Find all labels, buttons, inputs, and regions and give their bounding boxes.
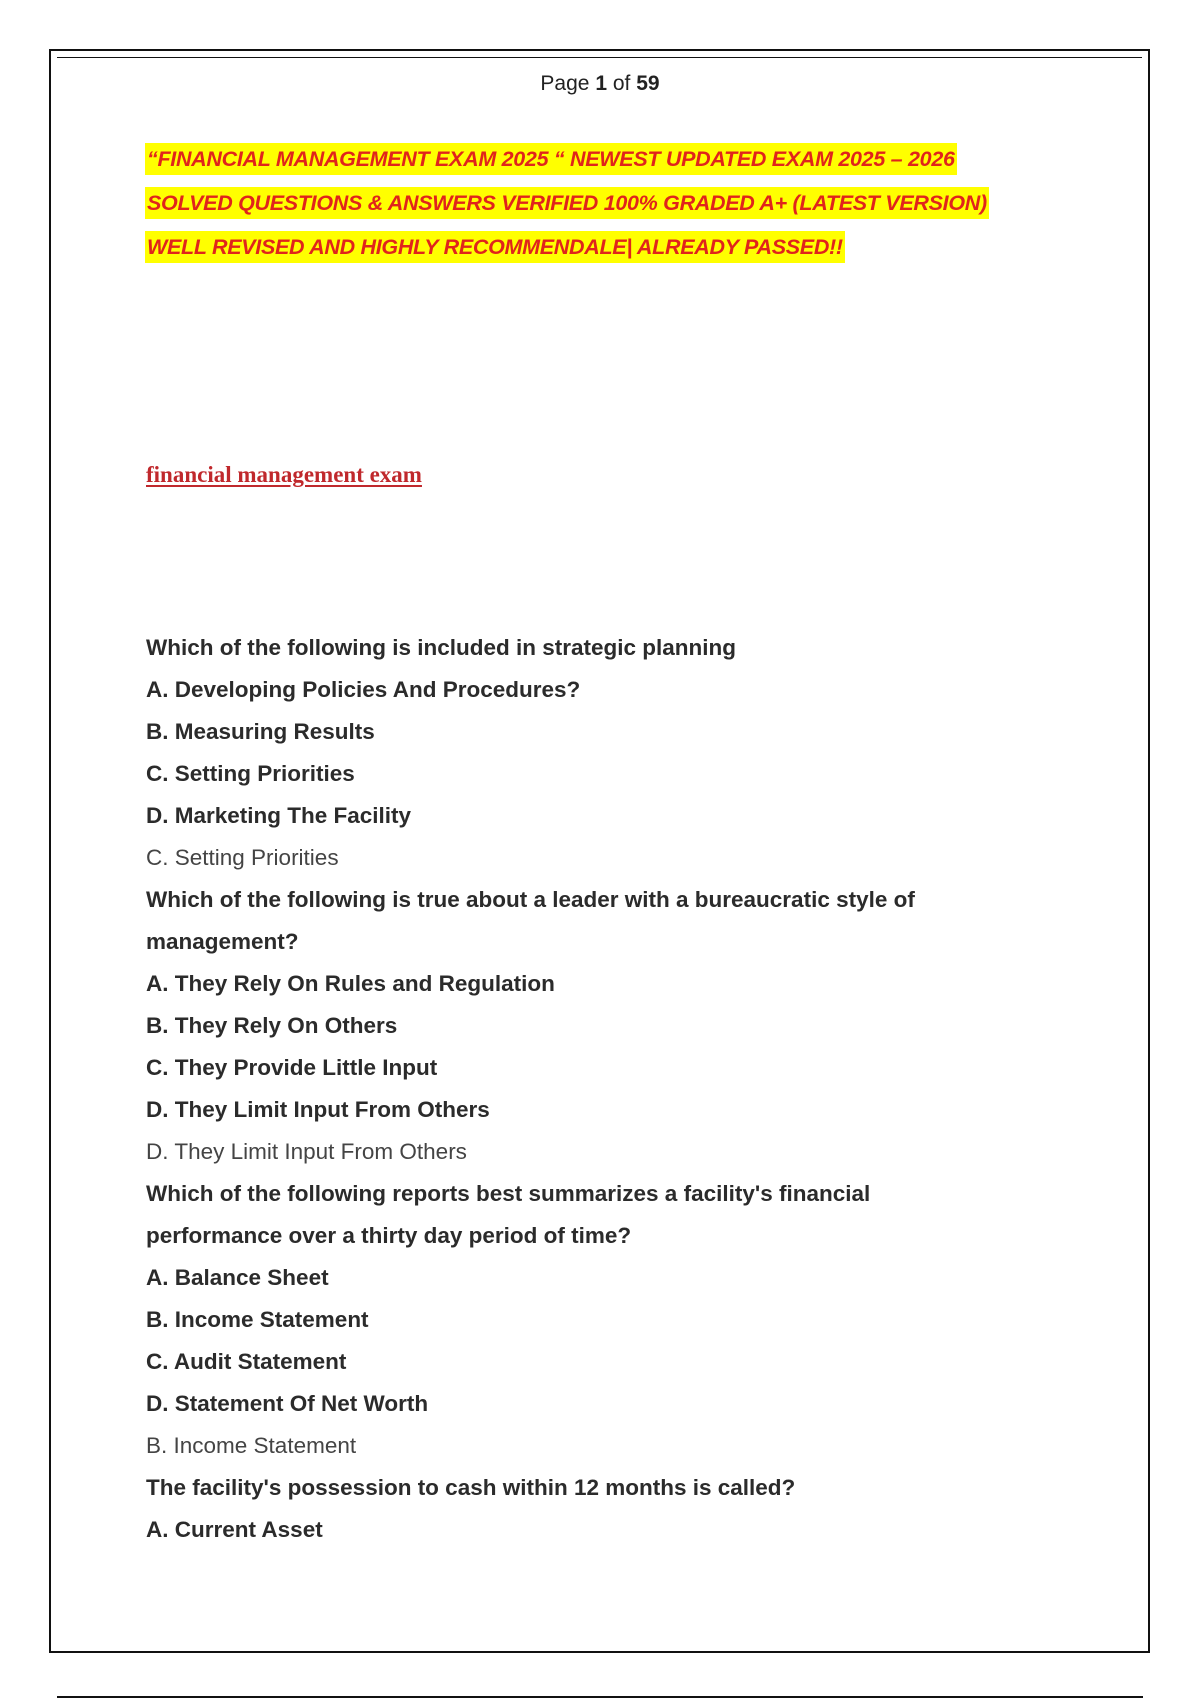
question-list: [146, 627, 1106, 1551]
page-total: 59: [636, 72, 660, 95]
answer-line: B. Income Statement: [146, 1433, 357, 1458]
answer-line: C. Setting Priorities: [146, 845, 339, 870]
question-line: A. Current Asset: [146, 1517, 323, 1542]
banner-line: SOLVED QUESTIONS & ANSWERS VERIFIED 100% GRADED A+ (LATEST VERSION): [145, 187, 989, 219]
question-line: D. Statement Of Net Worth: [146, 1391, 429, 1416]
section-heading: financial management exam: [146, 462, 422, 487]
question-line: The facility's possession to cash within 12 months is called?: [146, 1475, 796, 1500]
question-line: management?: [146, 929, 299, 954]
header-rule: [57, 57, 1142, 58]
question-line: D. They Limit Input From Others: [146, 1097, 490, 1122]
page-prefix: Page: [540, 72, 590, 95]
question-line: C. They Provide Little Input: [146, 1055, 438, 1080]
question-line: Which of the following is included in strategic planning: [146, 635, 736, 660]
question-line: performance over a thirty day period of time?: [146, 1223, 632, 1248]
question-line: B. Measuring Results: [146, 719, 375, 744]
question-line: Which of the following reports best summarizes a facility's financial: [146, 1181, 871, 1206]
banner-line: WELL REVISED AND HIGHLY RECOMMENDALE| ALREADY PASSED!!: [145, 231, 845, 263]
page-of: of: [612, 72, 631, 95]
footer-rule: [57, 1696, 1143, 1698]
banner-line: “FINANCIAL MANAGEMENT EXAM 2025 “ NEWEST UPDATED EXAM 2025 – 2026: [145, 143, 957, 175]
page-current: 1: [595, 72, 607, 95]
question-line: Which of the following is true about a leader with a bureaucratic style of: [146, 887, 915, 912]
question-line: C. Setting Priorities: [146, 761, 355, 786]
answer-line: D. They Limit Input From Others: [146, 1139, 467, 1164]
page-number: [0, 72, 1200, 96]
question-line: B. Income Statement: [146, 1307, 369, 1332]
question-line: A. Developing Policies And Procedures?: [146, 677, 581, 702]
question-line: D. Marketing The Facility: [146, 803, 412, 828]
title-banner: [145, 143, 1145, 275]
question-line: A. Balance Sheet: [146, 1265, 329, 1290]
question-line: B. They Rely On Others: [146, 1013, 398, 1038]
question-line: C. Audit Statement: [146, 1349, 347, 1374]
question-line: A. They Rely On Rules and Regulation: [146, 971, 555, 996]
